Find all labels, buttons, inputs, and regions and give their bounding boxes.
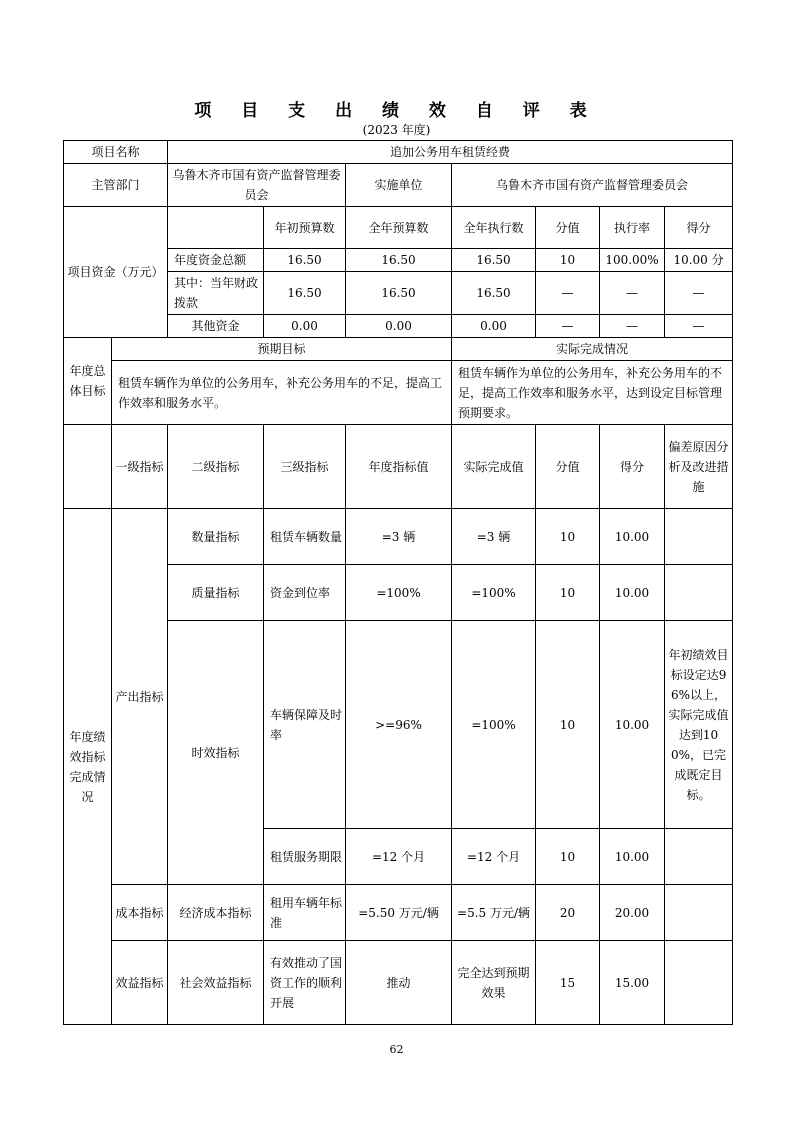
funds-cell: 16.50 [452, 249, 536, 272]
social-benefit-indicator-label: 社会效益指标 [168, 941, 264, 1025]
funds-header-c5: 执行率 [600, 207, 665, 249]
cost-indicator-label: 成本指标 [112, 885, 168, 941]
funds-row-label: 其他资金 [168, 315, 264, 338]
quality-indicator-label: 质量指标 [168, 565, 264, 621]
impl-label: 实施单位 [346, 164, 452, 207]
indicator-actual: =5.5 万元/辆 [452, 885, 536, 941]
indicator-score: 10 [536, 621, 600, 829]
indicator-score: 10 [536, 829, 600, 885]
evaluation-table [63, 140, 733, 1025]
funds-label: 项目资金（万元） [64, 207, 168, 338]
output-indicator-label: 产出指标 [112, 509, 168, 885]
indicator-reason [665, 829, 733, 885]
indicator-score: 10 [536, 509, 600, 565]
funds-header-c2: 全年预算数 [346, 207, 452, 249]
indicator-actual: 完全达到预期效果 [452, 941, 536, 1025]
funds-cell: 16.50 [346, 272, 452, 315]
indicator-got: 20.00 [600, 885, 665, 941]
funds-cell: — [665, 272, 733, 315]
indicator-target: =3 辆 [346, 509, 452, 565]
funds-cell: 16.50 [346, 249, 452, 272]
indicator-score: 20 [536, 885, 600, 941]
indicator-header-score: 分值 [536, 425, 600, 509]
funds-cell: — [600, 315, 665, 338]
indicator-target: >=96% [346, 621, 452, 829]
actual-result-header: 实际完成情况 [452, 338, 733, 361]
indicator-actual: =100% [452, 621, 536, 829]
time-indicator-label: 时效指标 [168, 621, 264, 885]
funds-cell: 100.00% [600, 249, 665, 272]
indicator-got: 10.00 [600, 621, 665, 829]
year-subtitle: (2023 年度) [362, 123, 431, 137]
indicator-header-l3: 三级指标 [264, 425, 346, 509]
indicator-score: 10 [536, 565, 600, 621]
project-name-label: 项目名称 [64, 141, 168, 164]
actual-result-text: 租赁车辆作为单位的公务用车，补充公务用车的不足，提高工作效率和服务水平，达到设定目标管理预期要求。 [452, 361, 733, 425]
indicator-l3: 租赁车辆数量 [264, 509, 346, 565]
indicator-reason [665, 565, 733, 621]
indicator-l3: 租赁服务期限 [264, 829, 346, 885]
funds-cell: 10 [536, 249, 600, 272]
funds-cell: — [665, 315, 733, 338]
economic-cost-indicator-label: 经济成本指标 [168, 885, 264, 941]
indicator-got: 10.00 [600, 565, 665, 621]
indicator-reason [665, 885, 733, 941]
funds-cell: 0.00 [346, 315, 452, 338]
indicator-target: 推动 [346, 941, 452, 1025]
funds-cell: — [536, 272, 600, 315]
indicator-l3: 有效推动了国资工作的顺利开展 [264, 941, 346, 1025]
indicator-score: 15 [536, 941, 600, 1025]
funds-cell: 16.50 [264, 249, 346, 272]
funds-cell: 16.50 [452, 272, 536, 315]
expected-goal-header: 预期目标 [112, 338, 452, 361]
quantity-indicator-label: 数量指标 [168, 509, 264, 565]
goals-label: 年度总体目标 [64, 338, 112, 425]
project-name-value: 追加公务用车租赁经费 [168, 141, 733, 164]
page-number: 62 [389, 1043, 404, 1056]
indicator-actual: =12 个月 [452, 829, 536, 885]
dept-label: 主管部门 [64, 164, 168, 207]
expected-goal-text: 租赁车辆作为单位的公务用车，补充公务用车的不足，提高工作效率和服务水平。 [112, 361, 452, 425]
indicator-header-actual: 实际完成值 [452, 425, 536, 509]
funds-cell: — [600, 272, 665, 315]
benefit-indicator-label: 效益指标 [112, 941, 168, 1025]
indicator-header-target: 年度指标值 [346, 425, 452, 509]
indicator-actual: =100% [452, 565, 536, 621]
funds-cell: 10.00 分 [665, 249, 733, 272]
funds-header-c3: 全年执行数 [452, 207, 536, 249]
indicator-actual: =3 辆 [452, 509, 536, 565]
indicator-l3: 车辆保障及时率 [264, 621, 346, 829]
funds-header-c1: 年初预算数 [264, 207, 346, 249]
indicator-reason [665, 941, 733, 1025]
funds-cell: 16.50 [264, 272, 346, 315]
indicator-got: 10.00 [600, 829, 665, 885]
indicator-header-l2: 二级指标 [168, 425, 264, 509]
funds-header-blank [168, 207, 264, 249]
indicator-header-got: 得分 [600, 425, 665, 509]
funds-header-c4: 分值 [536, 207, 600, 249]
indicators-section-label: 年度绩效指标完成情况 [64, 509, 112, 1025]
dept-value: 乌鲁木齐市国有资产监督管理委员会 [168, 164, 346, 207]
indicator-l3: 资金到位率 [264, 565, 346, 621]
funds-row-label: 年度资金总额 [168, 249, 264, 272]
funds-row-label: 其中：当年财政拨款 [168, 272, 264, 315]
indicator-target: =5.50 万元/辆 [346, 885, 452, 941]
indicator-target: =12 个月 [346, 829, 452, 885]
funds-header-c6: 得分 [665, 207, 733, 249]
indicator-got: 10.00 [600, 509, 665, 565]
indicator-l3: 租用车辆年标准 [264, 885, 346, 941]
indicator-header-blank [64, 425, 112, 509]
indicator-got: 15.00 [600, 941, 665, 1025]
indicator-header-reason: 偏差原因分析及改进措施 [665, 425, 733, 509]
funds-cell: — [536, 315, 600, 338]
indicator-reason [665, 509, 733, 565]
funds-cell: 0.00 [452, 315, 536, 338]
indicator-header-l1: 一级指标 [112, 425, 168, 509]
impl-value: 乌鲁木齐市国有资产监督管理委员会 [452, 164, 733, 207]
funds-cell: 0.00 [264, 315, 346, 338]
indicator-target: =100% [346, 565, 452, 621]
indicator-reason: 年初绩效目标设定达96%以上，实际完成值达到100%，已完成既定目标。 [665, 621, 733, 829]
page-title: 项 目 支 出 绩 效 自 评 表 [194, 101, 599, 121]
